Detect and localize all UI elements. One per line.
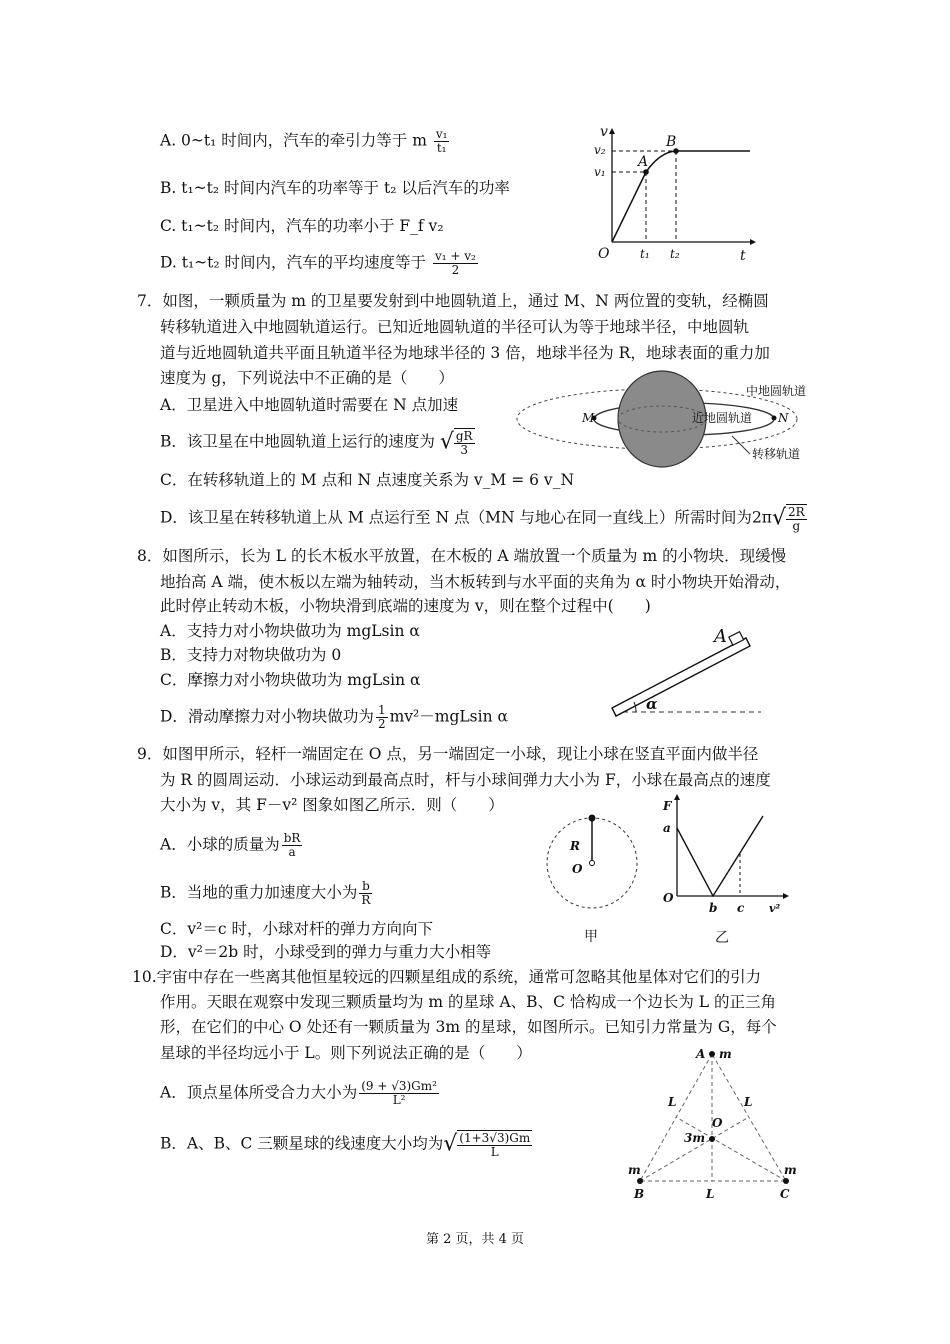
q7-option-a: A．卫星进入中地圆轨道时需要在 N 点加速 xyxy=(160,396,459,414)
q8-option-b: B．支持力对物块做功为 0 xyxy=(160,646,342,664)
graph-point-a-label: A xyxy=(638,154,649,170)
q7-option-d xyxy=(160,504,807,533)
label-b: b xyxy=(709,901,718,915)
frac-num: b xyxy=(359,880,372,894)
star-c xyxy=(783,1178,789,1184)
frac-num: 2R xyxy=(788,505,805,519)
label-l-bottom: L xyxy=(706,1187,715,1201)
q9-option-a-fraction xyxy=(282,832,303,859)
q6-option-c: C. t₁~t₂ 时间内，汽车的功率小于 F_f v₂ xyxy=(160,217,444,235)
frac-num: gR xyxy=(455,429,473,443)
graph-origin-label: O xyxy=(598,246,610,262)
label-o: O xyxy=(572,862,583,876)
pivot-o xyxy=(590,861,595,866)
q7-option-d-sqrt: √ $\frac{2R}{g}$ xyxy=(772,505,805,533)
q9-figure-yi xyxy=(655,792,795,946)
q8-option-a: A．支持力对小物块做功为 mgLsin α xyxy=(160,622,420,640)
label-m: M xyxy=(582,411,595,425)
frac-num: (9 + √3)Gm² xyxy=(361,1079,437,1093)
graph-v2-label: v₂ xyxy=(594,143,606,157)
q7-option-d-text: D．该卫星在转移轨道上从 M 点运行至 N 点（MN 与地心在同一直线上）所需时间为 xyxy=(160,508,752,527)
frac-num: 1 xyxy=(377,703,386,717)
q10-option-b xyxy=(160,1130,532,1159)
star-b xyxy=(637,1178,643,1184)
graph-t1-label: t₁ xyxy=(640,247,650,261)
q8-option-d-fraction xyxy=(376,704,388,731)
q8-option-d-text: D．滑动摩擦力对小物块做功为 xyxy=(160,707,374,726)
q10-stem-line-2: 作用。天眼在观察中发现三颗质量均为 m 的星球 A、B、C 恰构成一个边长为 L 的正三角 xyxy=(160,993,776,1011)
x-axis-arrow xyxy=(750,239,756,245)
graph-v1-label: v₁ xyxy=(594,165,606,179)
curve-segment xyxy=(646,151,676,172)
q10-option-a xyxy=(160,1080,441,1107)
graph-t2-label: t₂ xyxy=(670,247,680,261)
frac-den: L xyxy=(490,1145,499,1159)
label-a: A xyxy=(696,1047,706,1061)
label-c: c xyxy=(737,901,745,915)
label-m-b: m xyxy=(628,1163,641,1177)
label-jia: 甲 xyxy=(584,929,598,945)
label-f: F xyxy=(663,799,672,813)
q7-stem-line-3: 道与近地圆轨道共平面且轨道半径为地球半径的 3 倍，地球半径为 R，地球表面的重力加 xyxy=(160,344,770,362)
q7-option-c: C．在转移轨道上的 M 点和 N 点速度关系为 v_M = 6 v_N xyxy=(160,471,575,489)
label-c: C xyxy=(780,1187,790,1201)
page-footer: 第 2 页，共 4 页 xyxy=(425,1232,525,1247)
q10-option-b-sqrt: √ $\frac{(1+3√3)Gm}{L}$ xyxy=(443,1131,531,1159)
q9-figure-jia xyxy=(540,805,640,945)
frac-num: v₁ + v₂ xyxy=(434,249,476,263)
y-axis-arrow xyxy=(609,128,615,134)
q9-option-b-text: B．当地的重力加速度大小为 xyxy=(160,883,358,902)
q8-stem-line-2: 地抬高 A 端，使木板以左端为轴转动，当木板转到与水平面的夹角为 α 时小物块开始滑动， xyxy=(160,573,791,591)
graph-v-label: v xyxy=(600,124,608,140)
q8-option-c: C．摩擦力对小物块做功为 mgLsin α xyxy=(160,671,421,689)
q6-option-b: B. t₁~t₂ 时间内汽车的功率等于 t₂ 以后汽车的功率 xyxy=(160,179,510,197)
label-m-c: m xyxy=(784,1163,797,1177)
q6-vt-graph xyxy=(590,124,760,264)
q10-option-a-fraction xyxy=(359,1080,439,1107)
point-n xyxy=(772,416,777,421)
q7-stem-line-2: 转移轨道进入中地圆轨道运行。已知近地圆轨道的半径可认为等于地球半径，中地圆轨 xyxy=(160,318,750,336)
q6-option-a xyxy=(160,128,451,155)
q9-stem-line-1: 9．如图甲所示，轻杆一端固定在 O 点，另一端固定一小球，现让小球在竖直平面内做半径 xyxy=(137,745,759,763)
q6-option-d xyxy=(160,250,480,277)
label-n: N xyxy=(778,411,789,425)
label-l-left: L xyxy=(668,1095,677,1109)
q8-stem-line-3: 此时停止转动木板，小物块滑到底端的速度为 v，则在整个过程中( ) xyxy=(160,597,651,615)
label-a: A xyxy=(714,626,727,647)
q7-option-b-text: B．该卫星在中地圆轨道上运行的速度为 xyxy=(160,432,435,451)
label-v2: v² xyxy=(769,902,781,915)
frac-den: 2 xyxy=(377,717,386,731)
label-o: O xyxy=(712,1116,723,1130)
median-b xyxy=(640,1117,749,1181)
q7-stem-line-1: 7．如图，一颗质量为 m 的卫星要发射到中地圆轨道上，通过 M、N 两位置的变轨，经椭圆 xyxy=(137,292,769,310)
q9-stem-line-2: 为 R 的圆周运动．小球运动到最高点时，杆与小球间弹力大小为 F，小球在最高点的速度 xyxy=(160,771,771,789)
frac-den: R xyxy=(361,893,371,907)
q7-option-d-2pi: 2π xyxy=(751,508,772,527)
q6-option-d-fraction xyxy=(433,250,478,277)
label-a: a xyxy=(663,821,671,835)
star-a xyxy=(709,1051,715,1057)
label-3m: 3m xyxy=(684,1131,706,1145)
q9-option-d: D．v²＝2b 时，小球受到的弹力与重力大小相等 xyxy=(160,943,492,961)
frac-den: L² xyxy=(392,1093,406,1107)
q10-stem-line-4: 星球的半径均远小于 L。则下列说法正确的是（ ） xyxy=(160,1044,532,1062)
graph-t-label: t xyxy=(740,248,746,264)
q7-option-b xyxy=(160,428,475,457)
label-transfer-orbit: 转移轨道 xyxy=(752,447,801,461)
graph-point-b-label: B xyxy=(666,134,677,150)
frac-num: (1+3√3)Gm xyxy=(459,1131,531,1145)
star-o xyxy=(709,1136,715,1142)
label-mid-orbit: 中地圆轨道 xyxy=(746,384,807,398)
f-v2-line xyxy=(677,816,763,896)
label-yi: 乙 xyxy=(715,930,729,946)
label-r: R xyxy=(570,839,580,853)
q10-stem-line-1: 10.宇宙中存在一些离其他恒星较远的四颗星组成的系统，通常可忽略其他星体对它们的引力 xyxy=(132,968,762,986)
wooden-board xyxy=(612,638,750,716)
y-axis-arrow xyxy=(674,794,680,800)
frac-den: 3 xyxy=(460,443,469,457)
q7-option-b-sqrt: √ $\frac{gR}{3}$ xyxy=(439,429,473,457)
frac-num: bR xyxy=(283,831,301,845)
q9-option-b-fraction xyxy=(359,880,372,907)
frac-num: v₁ xyxy=(435,127,448,141)
label-alpha: α xyxy=(646,695,658,713)
q10-stem-line-3: 形，在它们的中心 O 处还有一颗质量为 3m 的星球，如图所示。已知引力常量为 G，每个 xyxy=(160,1018,777,1036)
median-c xyxy=(676,1117,786,1181)
q10-option-b-text: B．A、B、C 三颗星球的线速度大小均为 xyxy=(160,1134,444,1153)
label-b: B xyxy=(634,1187,645,1201)
q9-option-a-text: A．小球的质量为 xyxy=(160,835,280,854)
x-axis-arrow xyxy=(783,893,789,899)
q6-option-a-text: A. 0~t₁ 时间内，汽车的牵引力等于 m xyxy=(160,131,427,150)
frac-den: g xyxy=(792,519,801,533)
q8-incline-figure xyxy=(606,628,766,720)
q9-option-c: C．v²＝c 时，小球对杆的弹力方向向下 xyxy=(160,920,433,938)
q7-stem-line-4: 速度为 g，下列说法中不正确的是（ ） xyxy=(160,369,454,387)
q7-orbit-figure xyxy=(512,378,852,470)
q10-triangle-figure xyxy=(624,1044,804,1202)
point-a xyxy=(643,169,649,175)
label-l-right: L xyxy=(744,1095,753,1109)
q8-stem-line-1: 8．如图所示，长为 L 的长木板水平放置，在木板的 A 端放置一个质量为 m 的小物块．现缓慢 xyxy=(137,547,787,565)
q9-stem-line-3: 大小为 v，其 F－v² 图象如图乙所示．则（ ） xyxy=(160,796,504,814)
q6-option-a-fraction xyxy=(434,128,450,155)
q6-option-d-text: D. t₁~t₂ 时间内，汽车的平均速度等于 xyxy=(160,253,427,272)
label-m-a: m xyxy=(719,1047,732,1061)
q9-option-a xyxy=(160,832,304,859)
label-near-orbit: 近地圆轨道 xyxy=(692,411,753,425)
label-origin: O xyxy=(663,891,674,905)
frac-den: 2 xyxy=(451,263,460,277)
transfer-orbit-pointer xyxy=(732,436,750,454)
frac-den: a xyxy=(288,845,296,859)
q8-option-d-expression: mv²－mgLsin α xyxy=(389,707,508,726)
q9-option-b xyxy=(160,880,374,907)
linear-segment xyxy=(612,172,646,242)
small-ball xyxy=(589,815,596,822)
q10-option-a-text: A．顶点星体所受合力大小为 xyxy=(160,1083,358,1102)
frac-den: t₁ xyxy=(436,141,447,155)
q8-option-d xyxy=(160,704,508,731)
